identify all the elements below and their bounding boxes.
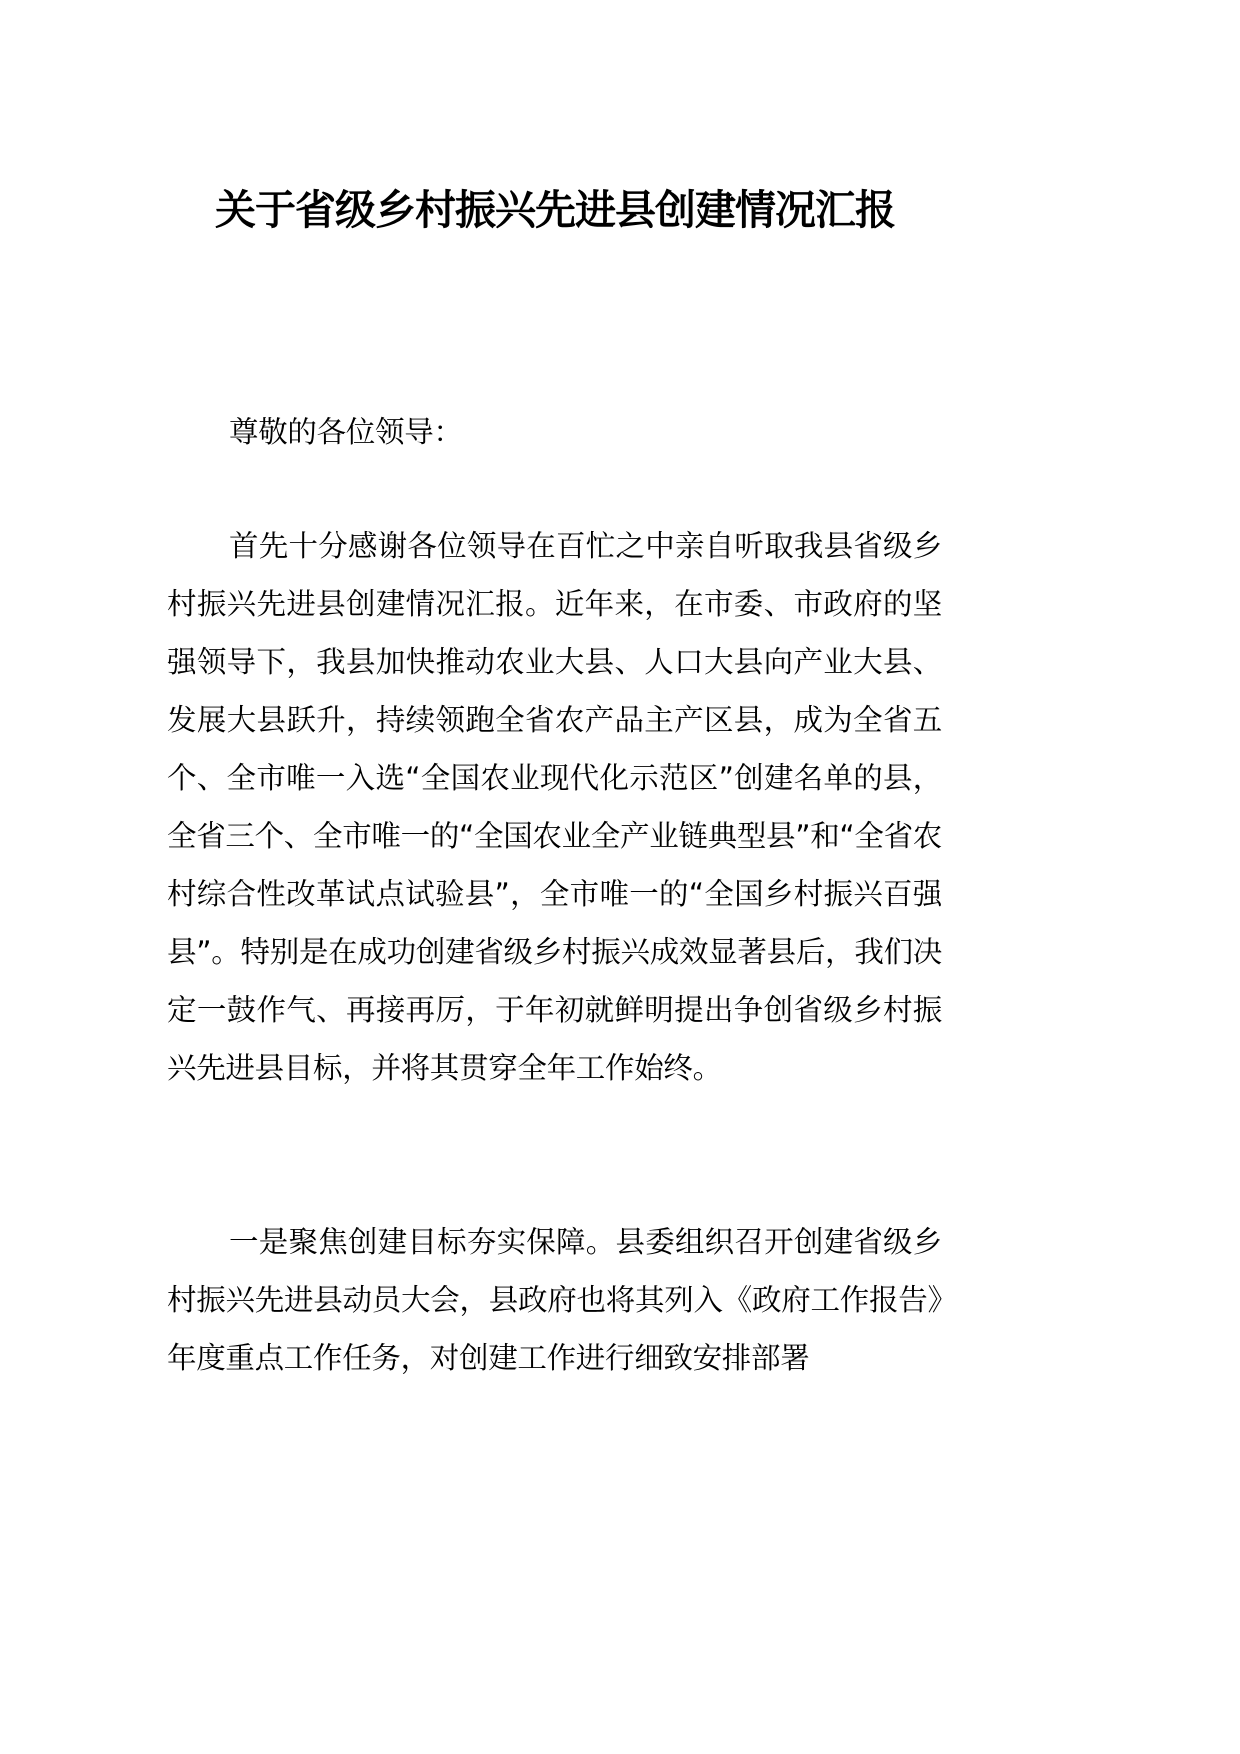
document-title: 关于省级乡村振兴先进县创建情况汇报	[215, 186, 895, 234]
salutation: 尊敬的各位领导：	[229, 415, 463, 449]
paragraph-introduction: 首先十分感谢各位领导在百忙之中亲自听取我县省级乡村振兴先进县创建情况汇报。近年来，在市委、市政府的坚强领导下，我县加快推动农业大县、人口大县向产业大县、发展大县跃升，持续领跑全省农产品主产区县，成为全省五个、全市唯一入选“全国农业现代化示范区”创建名单的县，全省三个、全市唯一的“全国农业全产业链典型县”和“全省农村综合性改革试点试验县”，全市唯一的“全国乡村振兴百强县”。特别是在成功创建省级乡村振兴成效显著县后，我们决定一鼓作气、再接再厉，于年初就鲜明提出争创省级乡村振兴先进县目标，并将其贯穿全年工作始终。	[167, 529, 942, 1085]
paragraph-first-point: 一是聚焦创建目标夯实保障。县委组织召开创建省级乡村振兴先进县动员大会，县政府也将其列入《政府工作报告》年度重点工作任务，对创建工作进行细致安排部署	[167, 1225, 942, 1375]
